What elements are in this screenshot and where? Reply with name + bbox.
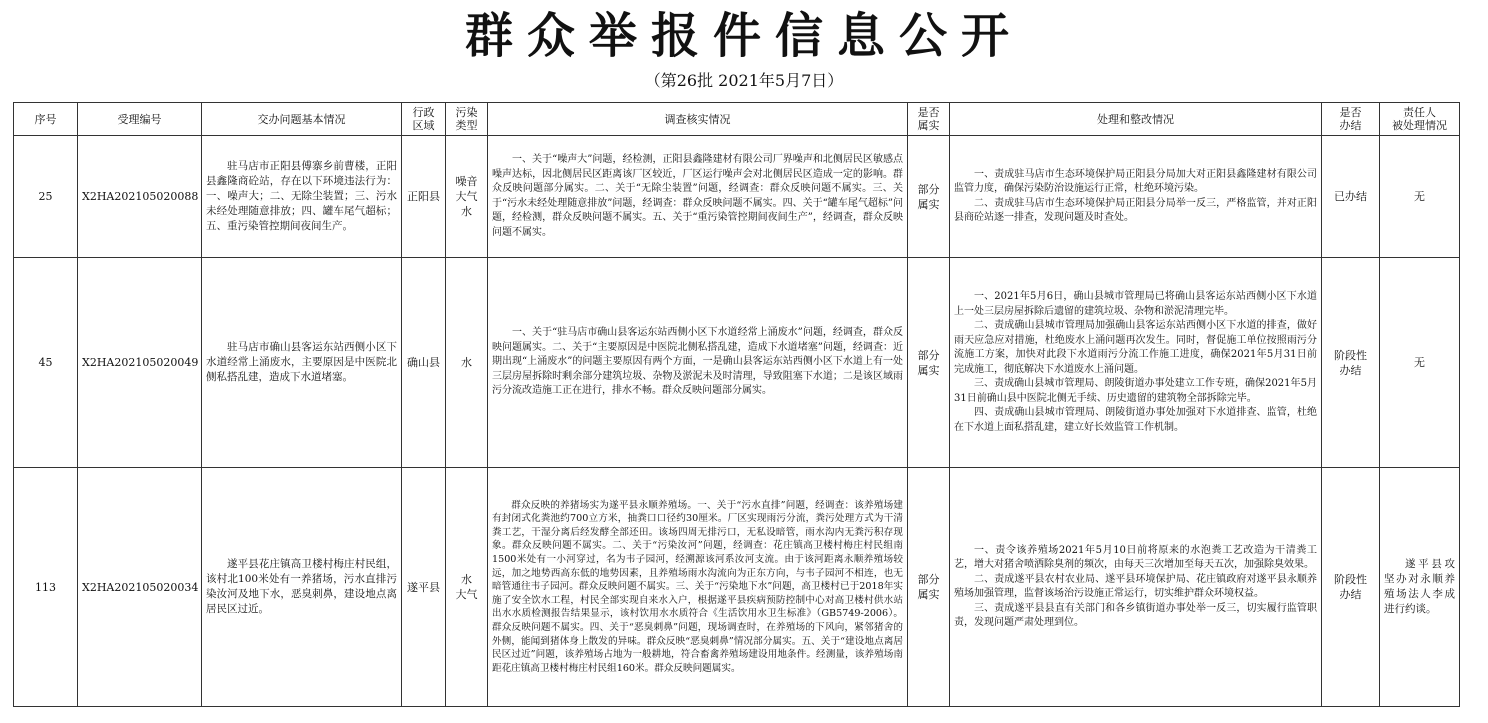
table-row [14,136,1460,258]
handling-text: 一、2021年5月6日，确山县城市管理局已将确山县客运东站西侧小区下水道上一处三层房屋拆除后遗留的建筑垃圾、杂物和淤泥清理完毕。 二、责成确山县城市管理局加强确山县客运东站西侧小区下水道的排查，做好雨天应急应对措施，杜绝废水上涌问题再次发生。同时，督促施工单位按照雨污分流施工方案，加快对此段下水道雨污分流工作施工进度，确保2021年5月31日前完成施工，彻底解决下水道废水上涌问题。 三、责成确山县城市管理局、朗陵街道办事处建立工作专班，确保2021年5月31日前确山县中医院北侧无手续、历史遗留的建筑物全部拆除完毕。 四、责成确山县城市管理局、朗陵街道办事处加强对下水道排查、监管，杜绝在下水道上面私搭乱建，建立好长效监管工作机制。 [950,258,1322,468]
table-row [14,258,1460,468]
done-status: 阶段性 办结 [1322,468,1380,707]
responsible-handling: 无 [1380,136,1460,258]
truth-status: 部分 属实 [908,258,950,468]
done-status: 已办结 [1322,136,1380,258]
header-investigation: 调查核实情况 [488,103,908,136]
investigation-text: 一、关于“驻马店市确山县客运东站西侧小区下水道经常上涌废水”问题，经调查，群众反映问题属实。二、关于“主要原因是中医院北侧私搭乱建，造成下水道堵塞”问题，经调查：近期出现“上涌废水”的问题主要原因有两个方面，一是确山县客运东站西侧小区下水道上有一处三层房屋拆除时剩余部分建筑垃圾、杂物及淤泥未及时清理，导致阻塞下水道；二是该区域雨污分流改造施工正在进行，排水不畅。群众反映问题部分属实。 [488,258,908,468]
responsible-handling: 遂平县攻坚办对永顺养殖场法人李成进行约谈。 [1380,468,1460,707]
header-truth: 是否 属实 [908,103,950,136]
row-number: 45 [14,258,78,468]
header-responsible: 责任人 被处理情况 [1380,103,1460,136]
region: 正阳县 [402,136,446,258]
issue-summary: 遂平县花庄镇高卫楼村梅庄村民组，该村北100米处有一养猪场，污水直排污染汝河及地下水，恶臭刺鼻，建设地点离居民区过近。 [202,468,402,707]
row-number: 113 [14,468,78,707]
issue-summary: 驻马店市确山县客运东站西侧小区下水道经常上涌废水，主要原因是中医院北侧私搭乱建，造成下水道堵塞。 [202,258,402,468]
truth-status: 部分 属实 [908,136,950,258]
table-row [14,468,1460,707]
case-code: X2HA202105020088 [78,136,202,258]
header-row [14,103,1460,136]
region: 遂平县 [402,468,446,707]
investigation-text: 群众反映的养猪场实为遂平县永顺养殖场。一、关于“污水直排”问题，经调查：该养殖场建有封闭式化粪池约700立方米，抽粪口口径约30厘米。厂区实现雨污分流，粪污处理方式为干清粪工艺，干湿分离后经发酵全部还田。该场四周无排污口，无私设暗管，雨水沟内无粪污积存现象。群众反映问题不属实。二、关于“污染汝河”问题，经调查：花庄镇高卫楼村梅庄村民组南1500米处有一小河穿过，名为韦子园河，经溯源该河系汝河支流。由于该河距离永顺养殖场较远，加之地势西高东低的地势因素，且养殖场雨水沟流向为正东方向，与韦子园河不相连，也无暗管通往韦子园河。群众反映问题不属实。三、关于“污染地下水”问题，高卫楼村已于2018年实施了安全饮水工程，村民全部实现自来水入户，根据遂平县疾病预防控制中心对高卫楼村供水站出水水质检测报告结果显示，该村饮用水水质符合《生活饮用水卫生标准》（GB5749-2006）。群众反映问题不属实。四、关于“恶臭刺鼻”问题，现场调查时，在养殖场的下风向，紧邻猪舍的外侧，能闻到猪体身上散发的异味。群众反映“恶臭刺鼻”情况部分属实。五、关于“建设地点离居民区过近”问题，该养殖场占地为一般耕地，符合畜禽养殖场建设用地条件。经测量，该养殖场南距花庄镇高卫楼村梅庄村民组160米。群众反映问题属实。 [488,468,908,707]
truth-status: 部分 属实 [908,468,950,707]
header-issue: 交办问题基本情况 [202,103,402,136]
header-pollution-type: 污染 类型 [446,103,488,136]
region: 确山县 [402,258,446,468]
case-code: X2HA202105020049 [78,258,202,468]
header-done: 是否 办结 [1322,103,1380,136]
pollution-type: 噪音 大气 水 [446,136,488,258]
handling-text: 一、责成驻马店市生态环境保护局正阳县分局加大对正阳县鑫隆建材有限公司监管力度，确保污染防治设施运行正常，杜绝环境污染。 二、责成驻马店市生态环境保护局正阳县分局举一反三，严格监管，并对正阳县商砼站逐一排查，发现问题及时查处。 [950,136,1322,258]
page-title: 群众举报件信息公开 [464,8,1023,64]
header-region: 行政 区域 [402,103,446,136]
done-status: 阶段性 办结 [1322,258,1380,468]
pollution-type: 水 大气 [446,468,488,707]
responsible-handling: 无 [1380,258,1460,468]
case-code: X2HA202105020034 [78,468,202,707]
report-table [13,102,1460,707]
header-code: 受理编号 [78,103,202,136]
header-handling: 处理和整改情况 [950,103,1322,136]
batch-subtitle: （第26批 2021年5月7日） [644,71,844,90]
handling-text: 一、责令该养殖场2021年5月10日前将原来的水泡粪工艺改造为干清粪工艺，增大对猪舍喷洒除臭剂的频次，由每天三次增加至每天五次，加强除臭效果。 二、责成遂平县农村农业局、遂平县环境保护局、花庄镇政府对遂平县永顺养殖场加强管理，监督该场治污设施正常运行，切实维护群众环境权益。 三、责成遂平县县直有关部门和各乡镇街道办事处举一反三，切实履行监管职责，发现问题严肃处理到位。 [950,468,1322,707]
investigation-text: 一、关于“噪声大”问题，经检测，正阳县鑫隆建材有限公司厂界噪声和北侧居民区敏感点噪声达标，因北侧居民区距离该厂区较近，厂区运行噪声会对北侧居民区造成一定的影响。群众反映问题部分属实。二、关于“无除尘装置”问题，经调查：群众反映问题不属实。三、关于“污水未经处理随意排放”问题，经调查：群众反映问题不属实。四、关于“罐车尾气超标”问题，经检测，群众反映问题不属实。五、关于“重污染管控期间夜间生产”，经调查，群众反映问题不属实。 [488,136,908,258]
header-no: 序号 [14,103,78,136]
pollution-type: 水 [446,258,488,468]
row-number: 25 [14,136,78,258]
issue-summary: 驻马店市正阳县傅寨乡前曹楼，正阳县鑫隆商砼站，存在以下环境违法行为：一、噪声大；二、无除尘装置；三、污水未经处理随意排放；四、罐车尾气超标；五、重污染管控期间夜间生产。 [202,136,402,258]
